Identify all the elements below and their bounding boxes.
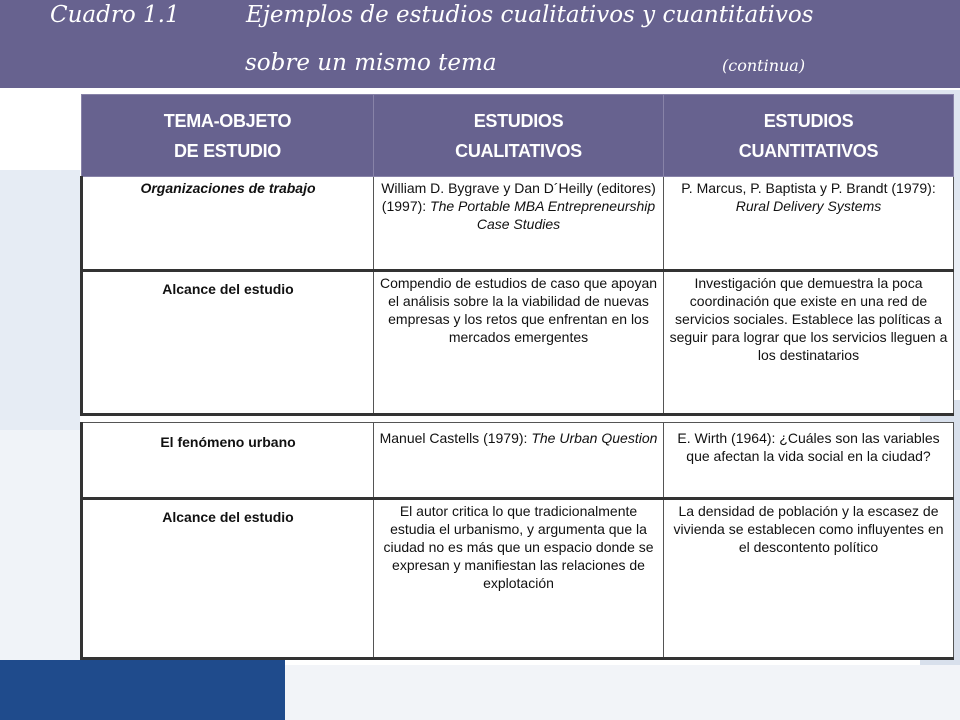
scope-quantitative-cell: Investigación que demuestra la poca coordinación que existe en una red de servicios sociales. Establece las políticas a seguir para lograr que los servicios lleguen a los destinatarios xyxy=(664,271,954,415)
scope-quantitative-cell: La densidad de población y la escasez de vivienda se establecen como influyentes en el descontento político xyxy=(664,499,954,659)
table-row xyxy=(82,423,954,499)
qualitative-cell: Manuel Castells (1979): The Urban Question xyxy=(374,423,664,499)
scope-qualitative-cell: El autor critica lo que tradicionalmente estudia el urbanismo, y argumenta que la ciudad no es más que un espacio donde se expresan y manifiestan las relaciones de explotación xyxy=(374,499,664,659)
quantitative-cell: E. Wirth (1964): ¿Cuáles son las variables que afectan la vida social en la ciudad? xyxy=(664,423,954,499)
table-row xyxy=(82,177,954,271)
topic-cell: Organizaciones de trabajo xyxy=(82,177,374,271)
continued-note: (continua) xyxy=(722,56,806,75)
studies-table-top xyxy=(80,94,954,416)
background-square xyxy=(285,665,960,720)
scope-label-cell: Alcance del estudio xyxy=(82,271,374,415)
header-qualitative: ESTUDIOS CUALITATIVOS xyxy=(374,95,664,177)
table-row xyxy=(82,499,954,659)
background-square xyxy=(0,660,285,720)
scope-label-cell: Alcance del estudio xyxy=(82,499,374,659)
qualitative-cell: William D. Bygrave y Dan D´Heilly (editores) (1997): The Portable MBA Entrepreneurship Case Studies xyxy=(374,177,664,271)
background-square xyxy=(0,430,80,660)
scope-qualitative-cell: Compendio de estudios de caso que apoyan el análisis sobre la la viabilidad de nuevas empresas y los retos que enfrentan en los mercados emergentes xyxy=(374,271,664,415)
background-square xyxy=(0,170,80,430)
title-text-line1: Ejemplos de estudios cualitativos y cuantitativos xyxy=(246,2,814,28)
quantitative-cell: P. Marcus, P. Baptista y P. Brandt (1979): Rural Delivery Systems xyxy=(664,177,954,271)
page-title xyxy=(50,2,814,28)
title-banner xyxy=(0,0,960,88)
table-row xyxy=(82,271,954,415)
topic-cell: El fenómeno urbano xyxy=(82,423,374,499)
studies-table-bottom xyxy=(80,422,954,660)
title-text-line2: sobre un mismo tema xyxy=(245,50,497,76)
table-number-label: Cuadro 1.1 xyxy=(50,2,180,28)
header-quantitative: ESTUDIOS CUANTITATIVOS xyxy=(664,95,954,177)
header-topic: TEMA-OBJETO DE ESTUDIO xyxy=(82,95,374,177)
table-header-row xyxy=(82,95,954,177)
